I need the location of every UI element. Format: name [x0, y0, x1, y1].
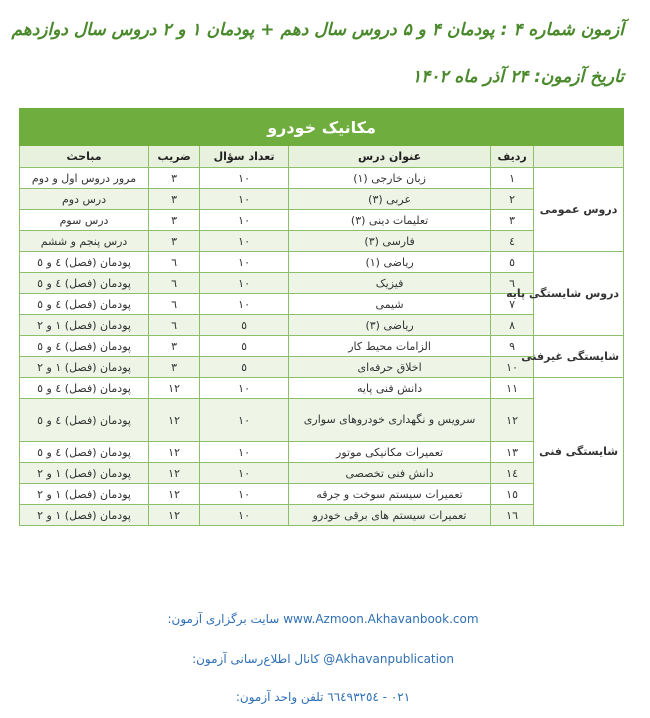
footer-site: [0, 612, 650, 626]
row-subject: تعلیمات دینی (۳): [289, 210, 491, 231]
table-row: [20, 210, 624, 231]
table-row: [20, 168, 624, 189]
row-number: ٨: [491, 315, 534, 336]
row-count: ۱۰: [200, 189, 289, 210]
row-number: ۱: [491, 168, 534, 189]
row-subject: شیمی: [289, 294, 491, 315]
row-subject: دانش فنی پایه: [289, 378, 491, 399]
row-count: ۱۰: [200, 378, 289, 399]
header-empty: [534, 146, 624, 168]
table-row: [20, 399, 624, 442]
row-topics: پودمان (فصل) ٤ و ٥: [20, 399, 149, 442]
row-topics: پودمان (فصل) ۱ و ۲: [20, 463, 149, 484]
row-topics: پودمان (فصل) ۱ و ۲: [20, 505, 149, 526]
group-basic-competency: دروس شایستگی پایه: [534, 252, 624, 336]
row-coef: ٦: [149, 294, 200, 315]
row-topics: پودمان (فصل) ٤ و ٥: [20, 442, 149, 463]
header-coefficient: ضریب: [149, 146, 200, 168]
row-topics: پودمان (فصل) ٤ و ٥: [20, 378, 149, 399]
row-number: ۱۲: [491, 399, 534, 442]
table-row: [20, 336, 624, 357]
row-subject: تعمیرات سیستم های برقی خودرو: [289, 505, 491, 526]
row-count: ٥: [200, 357, 289, 378]
row-subject: فیزیک: [289, 273, 491, 294]
row-count: ۱۰: [200, 231, 289, 252]
row-coef: ٦: [149, 315, 200, 336]
table-row: [20, 378, 624, 399]
row-topics: درس دوم: [20, 189, 149, 210]
row-number: ٧: [491, 294, 534, 315]
row-subject: سرویس و نگهداری خودروهای سواری: [289, 399, 491, 442]
row-number: ۱٤: [491, 463, 534, 484]
table-row: [20, 231, 624, 252]
exam-date: تاریخ آزمون: ۲۴ آذر ماه ۱۴۰۲: [411, 67, 624, 87]
row-subject: اخلاق حرفه‌ای: [289, 357, 491, 378]
row-coef: ٦: [149, 273, 200, 294]
row-coef: ۳: [149, 231, 200, 252]
row-topics: پودمان (فصل) ٤ و ٥: [20, 294, 149, 315]
row-coef: ۱۲: [149, 484, 200, 505]
row-number: ۱٥: [491, 484, 534, 505]
row-count: ۱۰: [200, 273, 289, 294]
row-coef: ۳: [149, 168, 200, 189]
footer-phone-number: ۰۲۱ - ٦٦٤٩٣٢٥٤: [327, 690, 411, 704]
row-coef: ۳: [149, 189, 200, 210]
row-number: ۱٦: [491, 505, 534, 526]
row-topics: پودمان (فصل) ٤ و ٥: [20, 252, 149, 273]
group-non-technical: شایستگی غیرفنی: [534, 336, 624, 378]
row-coef: ۳: [149, 210, 200, 231]
row-subject: ریاضی (۳): [289, 315, 491, 336]
row-topics: پودمان (فصل) ۱ و ۲: [20, 357, 149, 378]
row-count: ۱۰: [200, 484, 289, 505]
table-header-row: [20, 146, 624, 168]
group-technical: شایستگی فنی: [534, 378, 624, 526]
row-subject: عربی (۳): [289, 189, 491, 210]
row-count: ۱۰: [200, 463, 289, 484]
row-subject: زبان خارجی (۱): [289, 168, 491, 189]
table-row: [20, 315, 624, 336]
exam-title: آزمون شماره ۴ : پودمان ۴ و ۵ دروس سال دهم + پودمان ۱ و ۲ دروس سال دوازدهم: [11, 20, 624, 40]
row-topics: پودمان (فصل) ۱ و ۲: [20, 484, 149, 505]
row-subject: دانش فنی تخصصی: [289, 463, 491, 484]
header-question-count: تعداد سؤال: [200, 146, 289, 168]
row-topics: درس پنجم و ششم: [20, 231, 149, 252]
row-coef: ۱۲: [149, 442, 200, 463]
row-subject: فارسی (۳): [289, 231, 491, 252]
table-row: [20, 189, 624, 210]
row-count: ٥: [200, 336, 289, 357]
footer-site-label: سایت برگزاری آزمون:: [167, 612, 280, 626]
header-row-number: ردیف: [491, 146, 534, 168]
footer-site-link[interactable]: www.Azmoon.Akhavanbook.com: [283, 612, 479, 626]
row-number: ۱۱: [491, 378, 534, 399]
table-row: [20, 442, 624, 463]
footer-phone-label: تلفن واحد آزمون:: [235, 690, 324, 704]
row-subject: الزامات محیط کار: [289, 336, 491, 357]
row-number: ۱۰: [491, 357, 534, 378]
row-topics: درس سوم: [20, 210, 149, 231]
row-number: ۳: [491, 210, 534, 231]
row-number: ۱۳: [491, 442, 534, 463]
table-row: [20, 252, 624, 273]
row-coef: ۱۲: [149, 378, 200, 399]
row-subject: تعمیرات مکانیکی موتور: [289, 442, 491, 463]
row-count: ۱۰: [200, 294, 289, 315]
row-coef: ٦: [149, 252, 200, 273]
row-count: ۱۰: [200, 210, 289, 231]
row-count: ٥: [200, 315, 289, 336]
footer-channel-label: کانال اطلاع‌رسانی آزمون:: [192, 652, 320, 666]
footer-channel-link[interactable]: @Akhavanpublication: [323, 652, 454, 666]
exam-schedule-table: [19, 108, 624, 526]
row-number: ٦: [491, 273, 534, 294]
row-count: ۱۰: [200, 168, 289, 189]
row-topics: پودمان (فصل) ٤ و ٥: [20, 336, 149, 357]
row-coef: ۱۲: [149, 463, 200, 484]
row-coef: ۱۲: [149, 505, 200, 526]
row-subject: ریاضی (۱): [289, 252, 491, 273]
row-topics: پودمان (فصل) ٤ و ٥: [20, 273, 149, 294]
row-coef: ۱۲: [149, 399, 200, 442]
header-subject: عنوان درس: [289, 146, 491, 168]
row-coef: ۳: [149, 357, 200, 378]
table-row: [20, 484, 624, 505]
table-title: مکانیک خودرو: [20, 109, 624, 146]
row-topics: مرور دروس اول و دوم: [20, 168, 149, 189]
row-number: ٤: [491, 231, 534, 252]
table-row: [20, 463, 624, 484]
group-general: دروس عمومی: [534, 168, 624, 252]
table-row: [20, 505, 624, 526]
row-count: ۱۰: [200, 505, 289, 526]
row-subject: تعمیرات سیستم سوخت و جرقه: [289, 484, 491, 505]
row-number: ۹: [491, 336, 534, 357]
row-number: ۲: [491, 189, 534, 210]
footer-phone: [0, 690, 650, 704]
row-topics: پودمان (فصل) ۱ و ۲: [20, 315, 149, 336]
row-number: ٥: [491, 252, 534, 273]
row-count: ۱۰: [200, 442, 289, 463]
row-count: ۱۰: [200, 252, 289, 273]
row-coef: ۳: [149, 336, 200, 357]
row-count: ۱۰: [200, 399, 289, 442]
header-topics: مباحث: [20, 146, 149, 168]
footer-channel: [0, 652, 650, 666]
